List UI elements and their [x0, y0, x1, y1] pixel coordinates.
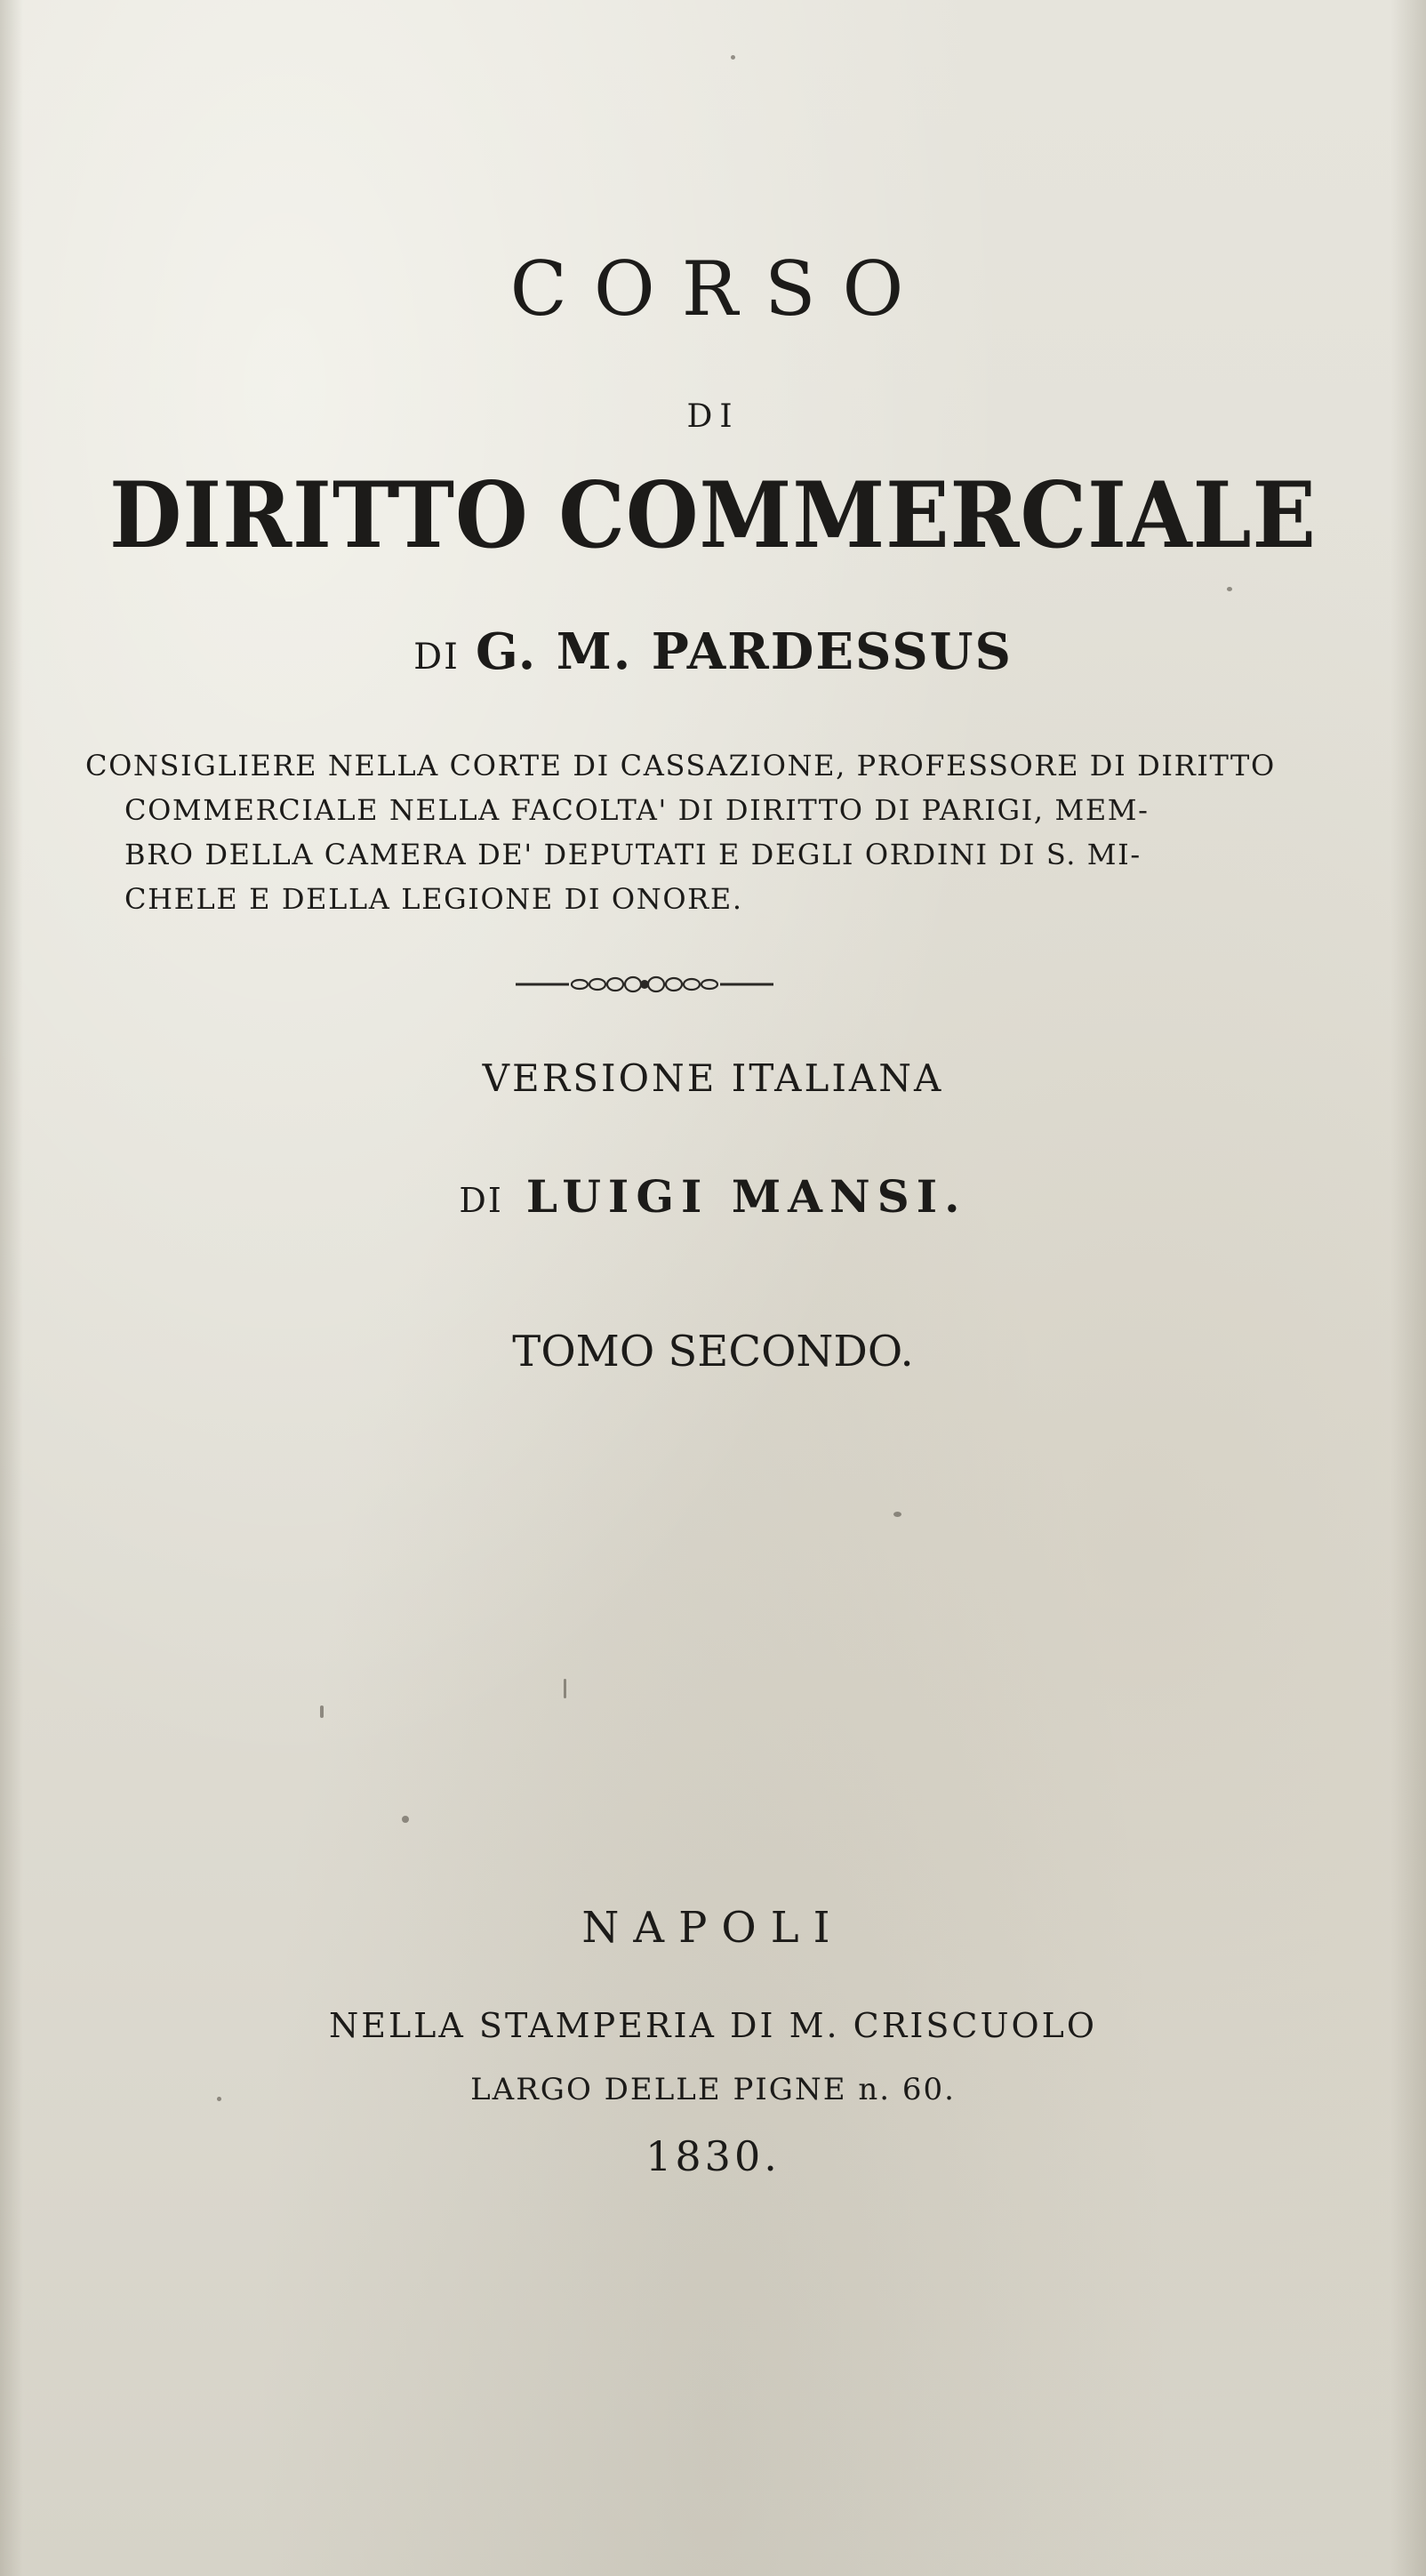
translator-name: LUIGI MANSI. [525, 1170, 967, 1223]
heading-corso: CORSO [509, 245, 931, 333]
paper-speck [893, 1512, 901, 1517]
author-prefix: DI [413, 637, 460, 678]
credentials-line: CONSIGLIERE NELLA CORTE DI CASSAZIONE, PROFESSORE DI DIRITTO [85, 749, 1276, 782]
translation-note: VERSIONE ITALIANA [482, 1056, 944, 1100]
imprint-year: 1830. [645, 2132, 781, 2180]
author-name: G. M. PARDESSUS [475, 622, 1013, 681]
page-edge-shadow-left [0, 0, 23, 2576]
author-credentials [85, 743, 1276, 921]
ornamental-rule [516, 971, 773, 998]
paper-speck [1227, 587, 1232, 591]
author-line [0, 622, 1426, 681]
paper-speck [564, 1679, 566, 1698]
translator-line [0, 1170, 1426, 1223]
credentials-line: COMMERCIALE NELLA FACOLTA' DI DIRITTO DI PARIGI, MEM- [124, 793, 1150, 827]
heading-di: DI [686, 398, 740, 435]
imprint-city: NAPOLI [581, 1903, 845, 1953]
page-edge-shadow-right [1390, 0, 1426, 2576]
credentials-line: CHELE E DELLA LEGIONE DI ONORE. [124, 882, 743, 916]
credentials-line: BRO DELLA CAMERA DE' DEPUTATI E DEGLI ORDINI DI S. MI- [124, 838, 1142, 871]
paper-speck [217, 2097, 221, 2101]
main-title: DIRITTO COMMERCIALE [109, 462, 1317, 569]
imprint-press: NELLA STAMPERIA DI M. CRISCUOLO [328, 2006, 1098, 2045]
paper-speck [320, 1705, 324, 1718]
paper-speck [731, 55, 735, 60]
translator-prefix: DI [459, 1181, 503, 1220]
volume-label: TOMO SECONDO. [512, 1327, 914, 1376]
paper-speck [402, 1816, 409, 1823]
imprint-address: LARGO DELLE PIGNE n. 60. [470, 2072, 956, 2107]
